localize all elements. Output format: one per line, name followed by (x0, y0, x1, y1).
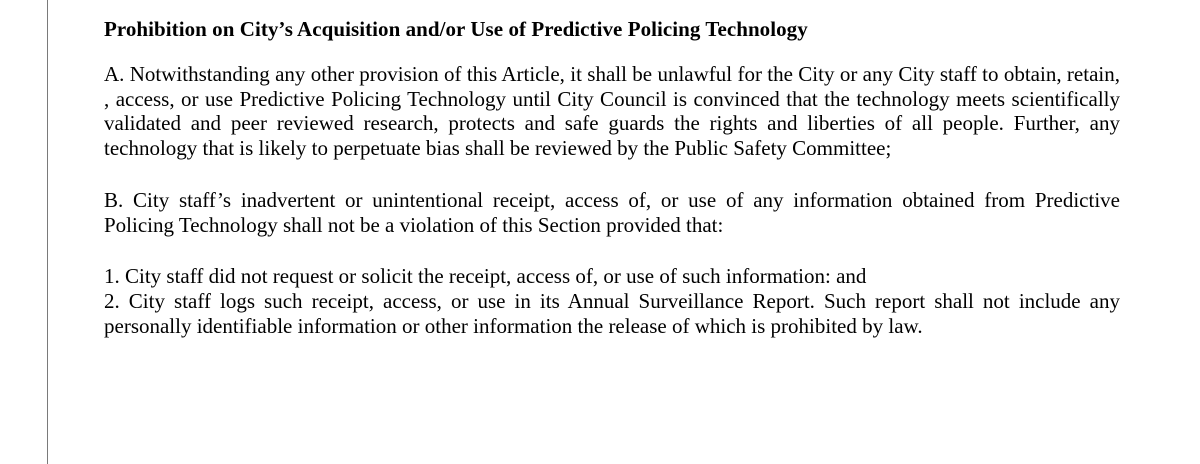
section-heading: Prohibition on City’s Acquisition and/or Use of Predictive Policing Technology (104, 17, 808, 41)
paragraph-a: A. Notwithstanding any other provision of this Article, it shall be unlawful for the City or any City staff to obtain, retain, , access, or use Predictive Policing Technology until City Council is convinced that the technology meets scientifically validated and peer reviewed research, protects and safe guards the rights and liberties of all people. Further, any technology that is likely to perpetuate bias shall be reviewed by the Public Safety Committee; (104, 62, 1120, 161)
list-item: 2. City staff logs such receipt, access, or use in its Annual Surveillance Report. Such report shall not include any personally identifiable information or other information the release of which is prohibited by law. (104, 288, 1120, 338)
document-body (104, 14, 1120, 338)
list-item: 1. City staff did not request or solicit the receipt, access of, or use of such information: and (104, 264, 867, 289)
conditions-list (104, 264, 1120, 338)
paragraph-b: B. City staff’s inadvertent or unintentional receipt, access of, or use of any information obtained from Predictive Policing Technology shall not be a violation of this Section provided that: (104, 187, 1120, 237)
page-left-border (47, 0, 48, 464)
